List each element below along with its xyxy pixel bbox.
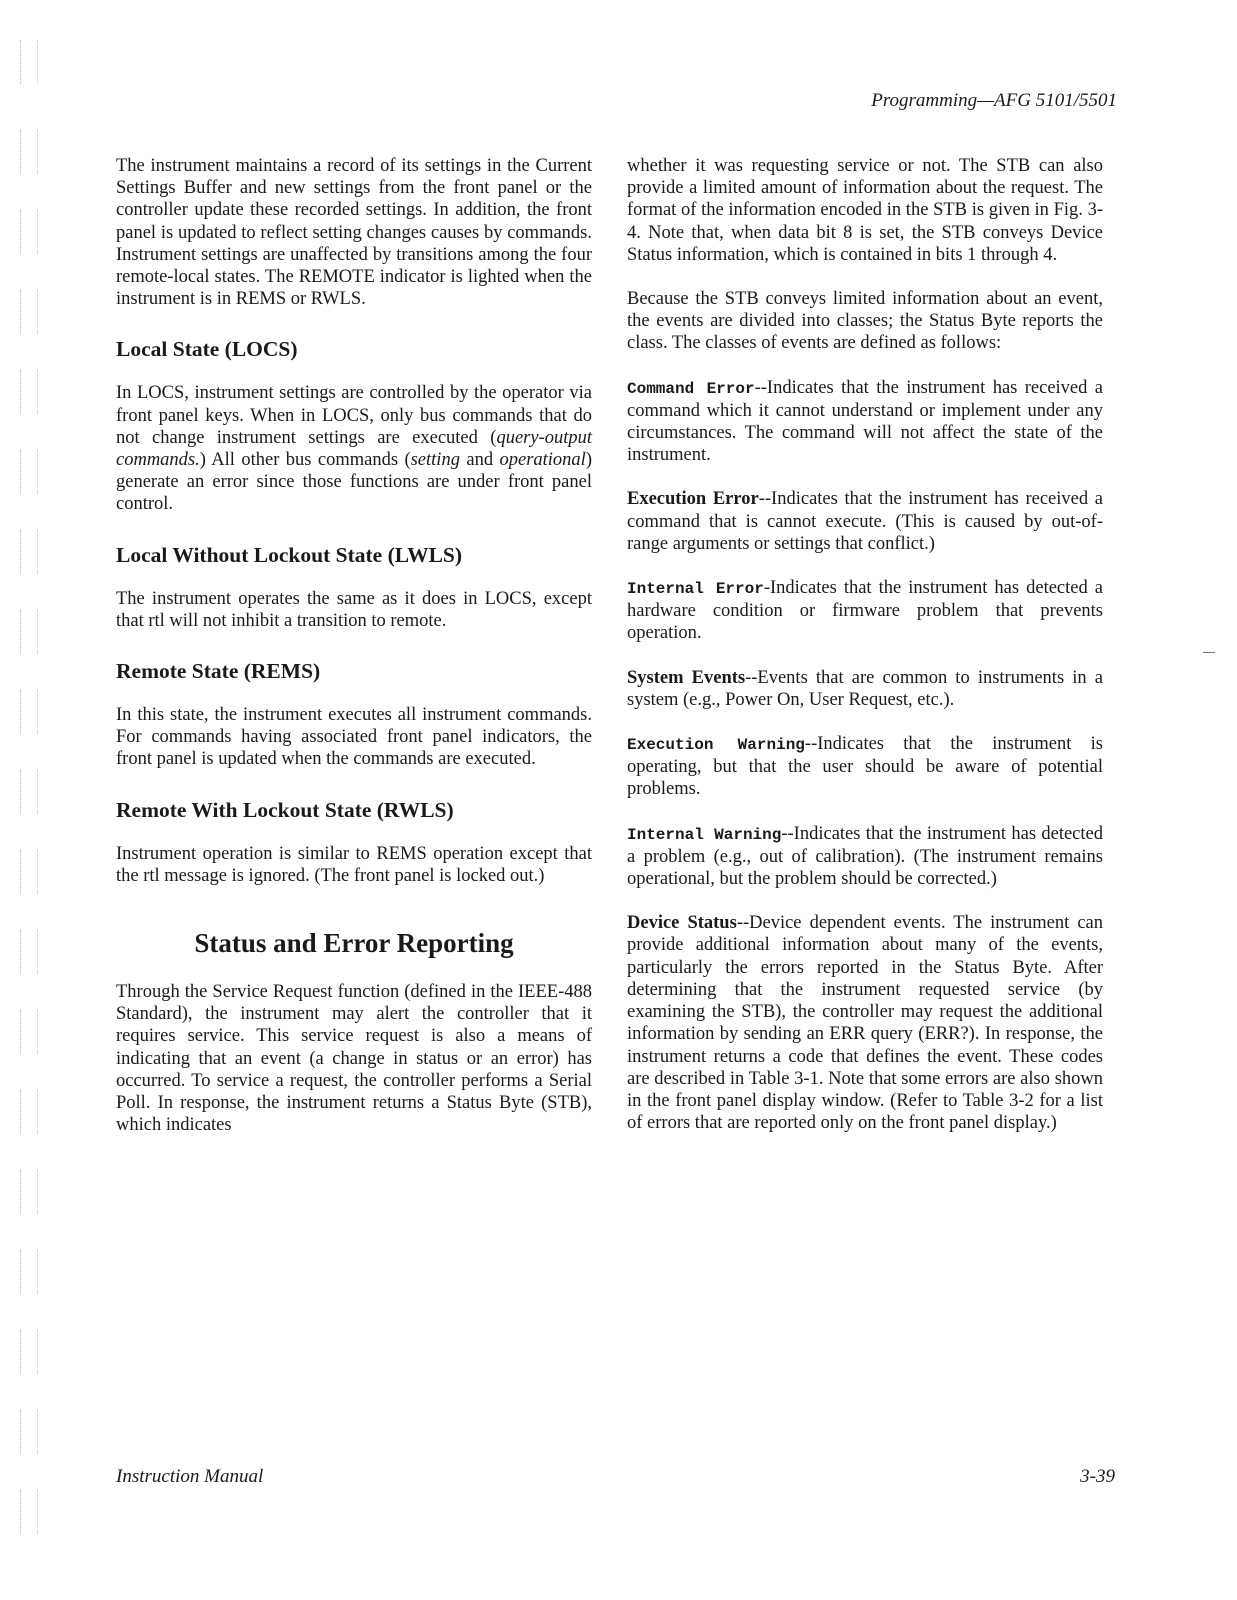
event-term: Command Error	[627, 379, 755, 398]
event-term: Execution Warning	[627, 736, 805, 755]
event-internal-error: Internal Error-Indicates that the instrument has detected a hardware condition or firmware problem that prevents operation.	[627, 578, 1104, 644]
event-term: Device Status	[627, 913, 737, 934]
status-paragraph: Through the Service Request function (defined in the IEEE-488 Standard), the instrument may alert the controller that it requires service. This service request is also a means of indicating that an event (a change in status or an error) has occurred. To service a request, the controller performs a Serial Poll. In response, the instrument returns a Status Byte (STB), which indicates	[116, 982, 592, 1136]
left-column	[116, 155, 592, 1158]
rwls-paragraph: Instrument operation is similar to REMS operation except that the rtl message is ignored. (The front panel is locked out.)	[116, 843, 592, 886]
locs-paragraph: In LOCS, instrument settings are controlled by the operator via front panel keys. When in LOCS, only bus commands that do not change instrument settings are executed (query-output commands.) All other bus commands (setting and operational) generate an error since those functions are under front panel control.	[116, 383, 592, 515]
right-column	[627, 155, 1103, 1156]
event-device-status: Device Status--Device dependent events. The instrument can provide additional information about many of the events, particularly the errors reported in the Status Byte. After determining that the instrument requested service (by examining the STB), the controller may request the additional information by sending an ERR query (ERR?). In response, the instrument returns a code that defines the event. These codes are described in Table 3-1. Note that some errors are also shown in the front panel display window. (Refer to Table 3-2 for a list of errors that are reported only on the front panel display.)	[627, 913, 1103, 1134]
page-number: 3-39	[1080, 1466, 1115, 1487]
section-heading-locs: Local State (LOCS)	[116, 337, 298, 362]
intro-paragraph: The instrument maintains a record of its settings in the Current Settings Buffer and new settings from the front panel or the controller update these recorded settings. In addition, the front panel is updated to reflect setting changes causes by commands. Instrument settings are unaffected by transitions among the four remote-local states. The REMOTE indicator is lighted when the instrument is in REMS or RWLS.	[116, 156, 592, 310]
event-execution-warning: Execution Warning--Indicates that the instrument is operating, but that the user should be aware of potential problems.	[627, 734, 1103, 800]
running-header: Programming—AFG 5101/5501	[871, 90, 1117, 111]
section-heading-lwls: Local Without Lockout State (LWLS)	[116, 542, 463, 567]
event-system-events: System Events--Events that are common to instruments in a system (e.g., Power On, User Request, etc.).	[627, 667, 1103, 710]
rems-paragraph: In this state, the instrument executes all instrument commands. For commands having associated front panel indicators, the front panel is updated when the commands are executed.	[116, 705, 592, 770]
event-term: Execution Error	[627, 489, 759, 510]
lwls-paragraph: The instrument operates the same as it does in LOCS, except that rtl will not inhibit a transition to remote.	[116, 588, 592, 631]
event-term: System Events	[627, 667, 746, 688]
section-heading-rwls: Remote With Lockout State (RWLS)	[116, 797, 454, 822]
event-term: Internal Warning	[627, 825, 782, 844]
binding-margin	[14, 40, 44, 1580]
event-internal-warning: Internal Warning--Indicates that the instrument has detected a problem (e.g., out of calibration). (The instrument remains operational, but the problem should be corrected.)	[627, 823, 1103, 890]
footer-manual-title: Instruction Manual	[116, 1466, 264, 1487]
event-command-error: Command Error--Indicates that the instrument has received a command which it cannot understand or implement under any circumstances. The command will not affect the state of the instrument.	[627, 377, 1103, 466]
stb-paragraph: whether it was requesting service or not. The STB can also provide a limited amount of information about the request. The format of the information encoded in the STB is given in Fig. 3-4. Note that, when data bit 8 is set, the STB conveys Device Status information, which is contained in bits 1 through 4.	[627, 156, 1103, 265]
section-heading-rems: Remote State (REMS)	[116, 659, 321, 684]
event-term: Internal Error	[627, 580, 764, 599]
margin-dash	[1203, 652, 1215, 653]
classes-paragraph: Because the STB conveys limited information about an event, the events are divided into classes; the Status Byte reports the class. The classes of events are defined as follows:	[627, 289, 1103, 354]
section-title-status-error: Status and Error Reporting	[194, 928, 514, 959]
event-execution-error: Execution Error--Indicates that the instrument has received a command that is cannot execute. (This is caused by out-of-range arguments or settings that conflict.)	[627, 489, 1103, 554]
